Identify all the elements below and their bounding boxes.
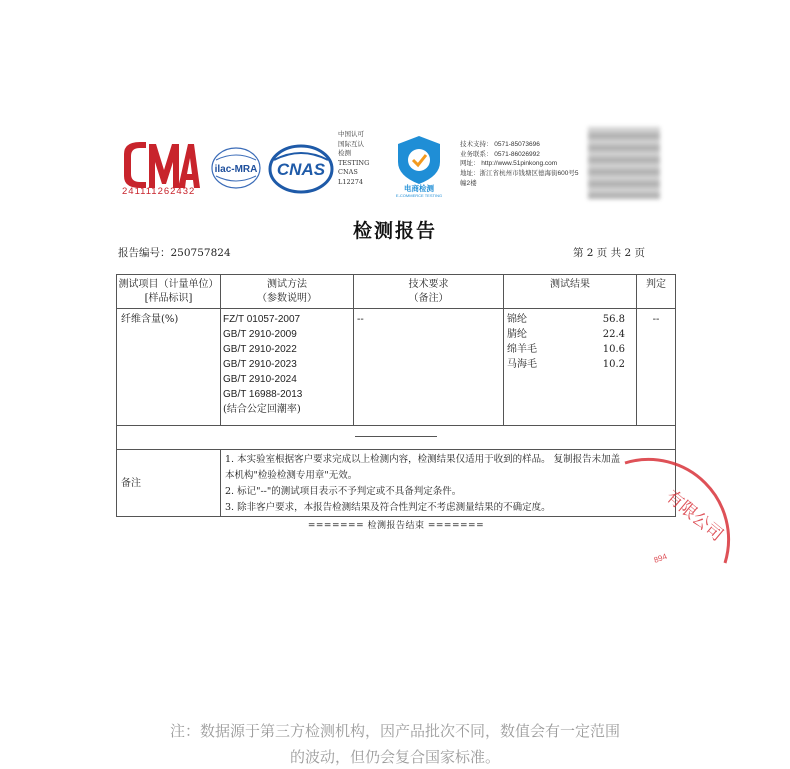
ilac-label: ilac-MRA xyxy=(214,164,258,175)
header-judge: 判定 xyxy=(646,279,666,290)
contact-info: 技术支持： 0571-85073696 业务联系： 0571-86026992 网址： http://www.51pinkong.com 地址：浙江省杭州市钱塘区德海街600号5 幢2楼 xyxy=(460,141,579,187)
header-item: 测试项目（计量单位） [样品标识] xyxy=(118,279,219,304)
result-line: 绵羊毛 10.6 xyxy=(507,344,625,355)
cnas-accreditation-text: 中国认可 国际互认 检测 TESTING CNAS L12274 xyxy=(338,130,370,186)
qr-code-blurred xyxy=(588,127,660,199)
remarks-label: 备注 xyxy=(121,478,141,489)
report-number: 报告编号：250757824 xyxy=(118,247,231,259)
footnote: 注：数据源于第三方检测机构，因产品批次不同，数值会有一定范围 的波动，但仍会复合国家标准。 xyxy=(169,722,620,766)
result-line: 锦纶 56.8 xyxy=(507,314,625,325)
ecom-cn-label: 电商检测 xyxy=(404,184,434,193)
company-seal-icon xyxy=(615,453,735,583)
header-result: 测试结果 xyxy=(550,279,590,290)
ecom-en-label: E-COMMERCE TESTING xyxy=(395,193,443,198)
cma-number: 241111262432 xyxy=(122,186,196,197)
seal-number: 894 xyxy=(652,551,669,565)
report-end-marker: ======= 检测报告结束 ======= xyxy=(307,521,485,531)
header-method: 测试方法 （参数说明） xyxy=(257,279,317,304)
report-title: 检测报告 xyxy=(352,220,437,242)
cnas-label: CNAS xyxy=(276,160,326,179)
header-requirement: 技术要求 （备注） xyxy=(408,279,449,304)
row-results xyxy=(507,312,625,372)
result-line: 马海毛 10.2 xyxy=(507,359,625,370)
ecommerce-testing-logo-icon xyxy=(388,134,450,198)
row-item: 纤维含量(%) xyxy=(121,314,179,325)
remarks-text: 1. 本实验室根据客户要求完成以上检测内容，检测结果仅适用于收到的样品。 复制报告未加盖 本机构"检验检测专用章"无效。 2. 标记"--"的测试项目表示不予判定或不具备判定条件。 3. 除非客户要求，本报告检测结果及符合性判定不考虑测量结果的不确定度。 xyxy=(225,454,621,513)
result-line: 腈纶 22.4 xyxy=(507,329,625,340)
results-table xyxy=(116,274,676,517)
seal-text: 有限公司 xyxy=(661,486,727,546)
row-methods: FZ/T 01057-2007 GB/T 2910-2009 GB/T 2910-2022 GB/T 2910-2023 GB/T 2910-2024 GB/T 16988-2013 (结合公定回潮率) xyxy=(223,314,303,415)
row-judge: -- xyxy=(652,314,660,325)
row-requirement: -- xyxy=(357,314,364,325)
page-info: 第 2 页 共 2 页 xyxy=(572,247,645,259)
cnas-logo-icon xyxy=(268,144,334,194)
ilac-mra-logo-icon xyxy=(210,146,262,190)
